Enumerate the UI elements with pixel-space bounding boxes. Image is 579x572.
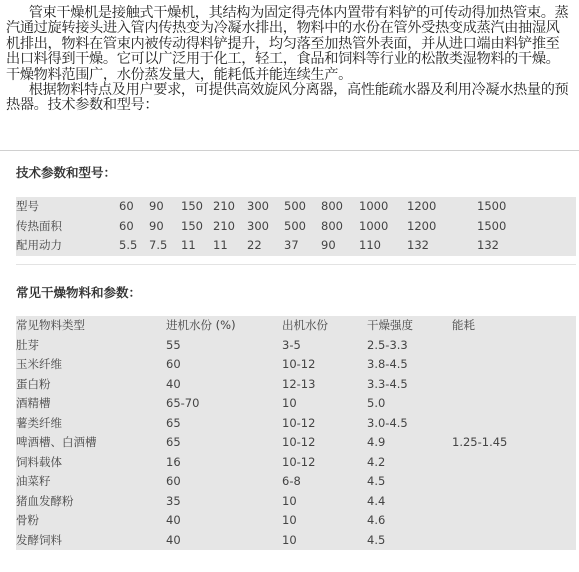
spec-cell: 150 xyxy=(181,199,203,213)
table-cell: 3.3-4.5 xyxy=(367,376,408,391)
spec-cell: 37 xyxy=(284,238,299,252)
column-header: 能耗 xyxy=(452,318,475,332)
table-cell: 油菜籽 xyxy=(16,474,51,488)
table-cell: 6-8 xyxy=(282,474,301,488)
column-header: 出机水份 xyxy=(282,318,328,332)
table-cell: 4.4 xyxy=(367,493,386,508)
table-cell: 发酵饲料 xyxy=(16,532,62,547)
spec-row-label: 配用动力 xyxy=(16,238,62,252)
table-cell: 5.0 xyxy=(367,396,386,410)
table-cell: 4.2 xyxy=(367,454,386,469)
spec-cell: 800 xyxy=(321,199,343,213)
column-header: 常见物料类型 xyxy=(16,318,85,332)
spec-table xyxy=(16,197,576,256)
table-cell: 65 xyxy=(166,435,181,449)
materials-header-row xyxy=(16,316,576,336)
table-cell: 3-5 xyxy=(282,337,301,352)
spec-row xyxy=(16,217,576,237)
spec-cell: 90 xyxy=(149,218,164,233)
table-cell: 4.6 xyxy=(367,513,386,527)
table-cell: 65-70 xyxy=(166,396,200,410)
table-cell: 4.5 xyxy=(367,474,386,488)
table-cell: 10-12 xyxy=(282,415,316,430)
spec-cell: 1000 xyxy=(359,199,389,213)
table-cell: 3.0-4.5 xyxy=(367,415,408,430)
spec-cell: 110 xyxy=(359,238,381,252)
intro-paragraph-2: 根据物料特点及用户要求，可提供高效旋风分离器，高性能疏水器及利用冷凝水热量的预热器。技术参数和型号： xyxy=(6,82,569,114)
table-cell: 蛋白粉 xyxy=(16,376,51,391)
materials-section-title: 常见干燥物料和参数： xyxy=(16,285,142,300)
table-cell: 10-12 xyxy=(282,357,316,371)
table-row xyxy=(16,492,576,512)
table-cell: 65 xyxy=(166,415,181,430)
table-row xyxy=(16,511,576,531)
intro-text xyxy=(6,6,572,114)
spec-cell: 210 xyxy=(213,218,235,233)
table-row xyxy=(16,355,576,375)
spec-cell: 90 xyxy=(321,238,336,252)
spec-row xyxy=(16,236,576,256)
table-cell: 40 xyxy=(166,532,181,547)
spec-cell: 7.5 xyxy=(149,238,168,252)
spec-cell: 300 xyxy=(247,218,269,233)
spec-row-label: 型号 xyxy=(16,199,39,213)
table-cell: 玉米纤维 xyxy=(16,357,62,371)
table-row xyxy=(16,394,576,414)
spec-cell: 132 xyxy=(477,238,499,252)
spec-cell: 500 xyxy=(284,218,306,233)
spec-cell: 150 xyxy=(181,218,203,233)
table-cell: 35 xyxy=(166,493,181,508)
table-row xyxy=(16,375,576,395)
table-cell: 12-13 xyxy=(282,376,316,391)
table-cell: 60 xyxy=(166,474,181,488)
spec-cell: 90 xyxy=(149,199,164,213)
spec-cell: 132 xyxy=(407,238,429,252)
materials-table xyxy=(16,316,576,550)
table-cell: 4.9 xyxy=(367,435,386,449)
table-cell: 60 xyxy=(166,357,181,371)
divider xyxy=(0,150,579,151)
spec-row xyxy=(16,197,576,217)
table-cell: 10 xyxy=(282,513,297,527)
table-cell: 肚芽 xyxy=(16,337,39,352)
spec-cell: 1200 xyxy=(407,199,437,213)
table-row xyxy=(16,433,576,453)
table-cell: 10-12 xyxy=(282,435,316,449)
spec-cell: 60 xyxy=(119,218,134,233)
table-cell: 猪血发酵粉 xyxy=(16,493,74,508)
spec-cell: 500 xyxy=(284,199,306,213)
divider xyxy=(16,264,576,265)
table-cell: 10-12 xyxy=(282,454,316,469)
table-cell: 骨粉 xyxy=(16,513,39,527)
spec-cell: 11 xyxy=(213,238,228,252)
table-cell: 酒精槽 xyxy=(16,396,51,410)
table-cell: 10 xyxy=(282,532,297,547)
spec-cell: 1000 xyxy=(359,218,389,233)
table-cell: 啤酒槽、白酒槽 xyxy=(16,435,97,449)
column-header: 进机水份 (%) xyxy=(166,318,236,332)
table-cell: 1.25-1.45 xyxy=(452,435,508,449)
spec-row-label: 传热面积 xyxy=(16,218,62,233)
table-cell: 3.8-4.5 xyxy=(367,357,408,371)
spec-cell: 210 xyxy=(213,199,235,213)
spec-cell: 800 xyxy=(321,218,343,233)
table-cell: 薯类纤维 xyxy=(16,415,62,430)
table-row xyxy=(16,531,576,551)
spec-cell: 1500 xyxy=(477,218,507,233)
table-cell: 16 xyxy=(166,454,181,469)
table-cell: 40 xyxy=(166,376,181,391)
spec-cell: 1200 xyxy=(407,218,437,233)
column-header: 干燥强度 xyxy=(367,318,413,332)
table-cell: 40 xyxy=(166,513,181,527)
table-row xyxy=(16,453,576,473)
table-cell: 55 xyxy=(166,337,181,352)
spec-cell: 22 xyxy=(247,238,262,252)
table-row xyxy=(16,472,576,492)
spec-cell: 300 xyxy=(247,199,269,213)
spec-cell: 1500 xyxy=(477,199,507,213)
table-cell: 2.5-3.3 xyxy=(367,337,408,352)
table-cell: 饲料载体 xyxy=(16,454,62,469)
intro-paragraph-1: 管束干燥机是接触式干燥机，其结构为固定得壳体内置带有料铲的可传动得加热管束。蒸汽通过旋转接头进入管内传热变为冷凝水排出，物料中的水份在管外受热变成蒸汽由抽湿风机排出，物料在管束内被传动得料铲提升，均匀落至加热管外表面，并从进口端由料铲推至出口料得到干燥。它可以广泛用于化工，轻工，食品和饲料等行业的松散类湿物料的干燥。干燥物料范围广，水份蒸发量大，能耗低并能连续生产。 xyxy=(6,5,569,83)
table-cell: 10 xyxy=(282,493,297,508)
table-row xyxy=(16,336,576,356)
table-cell: 10 xyxy=(282,396,297,410)
table-cell: 4.5 xyxy=(367,532,386,547)
table-row xyxy=(16,414,576,434)
spec-section-title: 技术参数和型号： xyxy=(16,165,117,180)
spec-cell: 11 xyxy=(181,238,196,252)
spec-cell: 60 xyxy=(119,199,134,213)
spec-cell: 5.5 xyxy=(119,238,138,252)
